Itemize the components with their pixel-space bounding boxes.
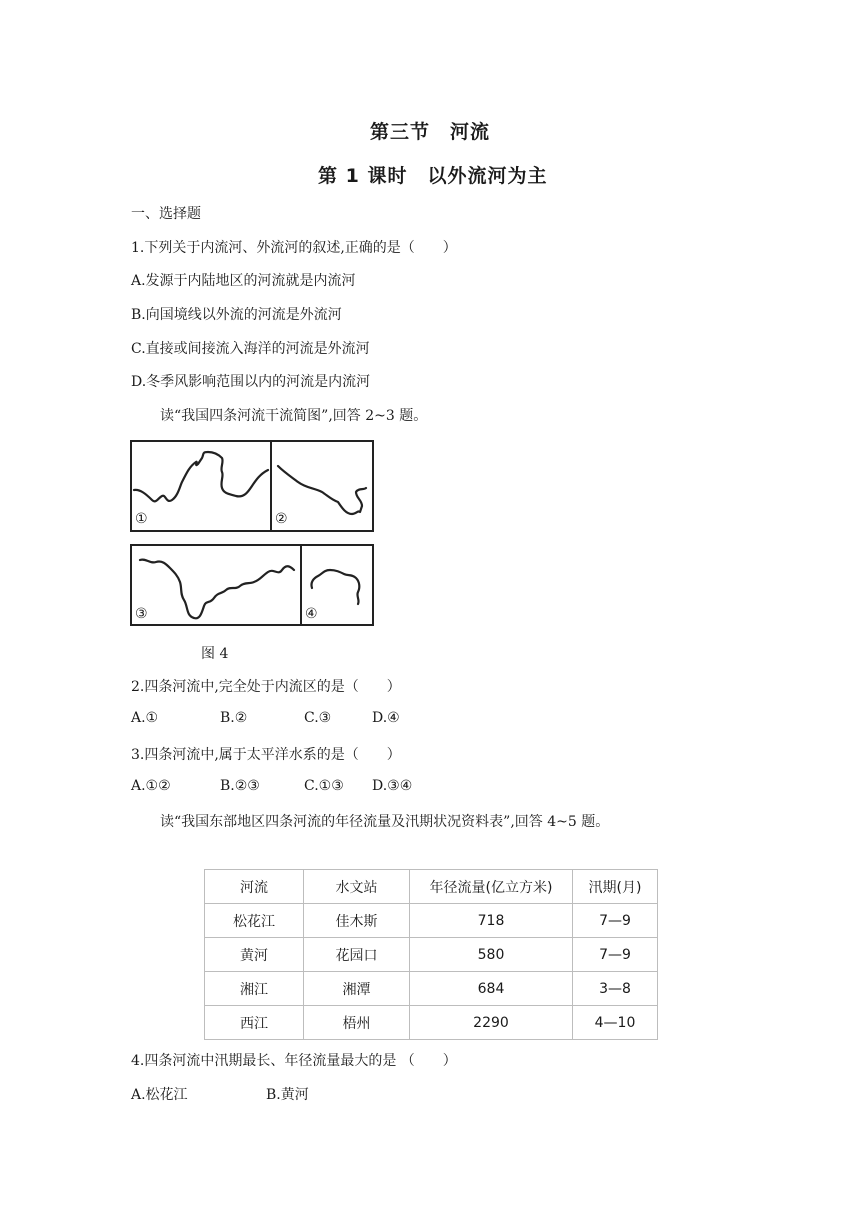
table-cell: 黄河 <box>205 938 304 972</box>
q2-option-c: C.③ <box>304 710 332 726</box>
table-cell: 佳木斯 <box>304 904 410 938</box>
river-sketch-1-2 <box>132 442 372 530</box>
q1-option-b: B.向国境线以外流的河流是外流河 <box>131 307 342 323</box>
table-cell: 湘潭 <box>304 972 410 1006</box>
q4-option-a: A.松花江 <box>131 1087 188 1103</box>
q2-option-a: A.① <box>131 710 159 726</box>
river-label-1: ① <box>135 511 148 527</box>
q1-option-c: C.直接或间接流入海洋的河流是外流河 <box>131 341 370 357</box>
table-row <box>205 938 658 972</box>
q2-option-b: B.② <box>220 710 248 726</box>
river-label-4: ④ <box>305 606 318 622</box>
q2-stem: 2.四条河流中,完全处于内流区的是（ ） <box>131 679 401 695</box>
q3-stem: 3.四条河流中,属于太平洋水系的是（ ） <box>131 747 401 763</box>
table-cell: 西江 <box>205 1006 304 1040</box>
table-row <box>205 904 658 938</box>
river-label-2: ② <box>275 511 288 527</box>
table-cell: 松花江 <box>205 904 304 938</box>
q1-option-d: D.冬季风影响范围以内的河流是内流河 <box>131 374 371 390</box>
table-header: 汛期(月) <box>573 870 658 904</box>
q1-option-a: A.发源于内陆地区的河流就是内流河 <box>131 273 356 289</box>
table-header: 年径流量(亿立方米) <box>410 870 573 904</box>
table-cell: 湘江 <box>205 972 304 1006</box>
section-title: 第三节 河流 <box>370 121 491 143</box>
table-cell: 3—8 <box>573 972 658 1006</box>
table-cell: 7—9 <box>573 904 658 938</box>
intro-table: 读“我国东部地区四条河流的年径流量及汛期状况资料表”,回答 4~5 题。 <box>160 814 610 830</box>
q4-stem: 4.四条河流中汛期最长、年径流量最大的是 （ ） <box>131 1053 457 1069</box>
table-header: 水文站 <box>304 870 410 904</box>
river-sketch-3-4 <box>132 546 372 624</box>
q3-option-c: C.①③ <box>304 778 344 794</box>
table-cell: 718 <box>410 904 573 938</box>
figure-caption: 图 4 <box>201 646 229 662</box>
table-cell: 580 <box>410 938 573 972</box>
table-cell: 4—10 <box>573 1006 658 1040</box>
river-figure-bottom <box>130 544 374 626</box>
table-cell: 7—9 <box>573 938 658 972</box>
river-label-3: ③ <box>135 606 148 622</box>
table-header: 河流 <box>205 870 304 904</box>
table-row <box>205 972 658 1006</box>
q3-option-a: A.①② <box>131 778 171 794</box>
q3-option-d: D.③④ <box>372 778 413 794</box>
table-cell: 2290 <box>410 1006 573 1040</box>
lesson-title: 第 1 课时 以外流河为主 <box>318 165 548 187</box>
table-header-row <box>205 870 658 904</box>
q4-option-b: B.黄河 <box>266 1087 309 1103</box>
table-cell: 梧州 <box>304 1006 410 1040</box>
section-label: 一、选择题 <box>131 206 201 222</box>
river-figure-top <box>130 440 374 532</box>
q3-option-b: B.②③ <box>220 778 260 794</box>
table-cell: 花园口 <box>304 938 410 972</box>
river-flow-table <box>204 869 658 1040</box>
table-cell: 684 <box>410 972 573 1006</box>
table-row <box>205 1006 658 1040</box>
q2-option-d: D.④ <box>372 710 400 726</box>
intro-figure: 读“我国四条河流干流简图”,回答 2~3 题。 <box>160 408 428 424</box>
q1-stem: 1.下列关于内流河、外流河的叙述,正确的是（ ） <box>131 240 457 256</box>
